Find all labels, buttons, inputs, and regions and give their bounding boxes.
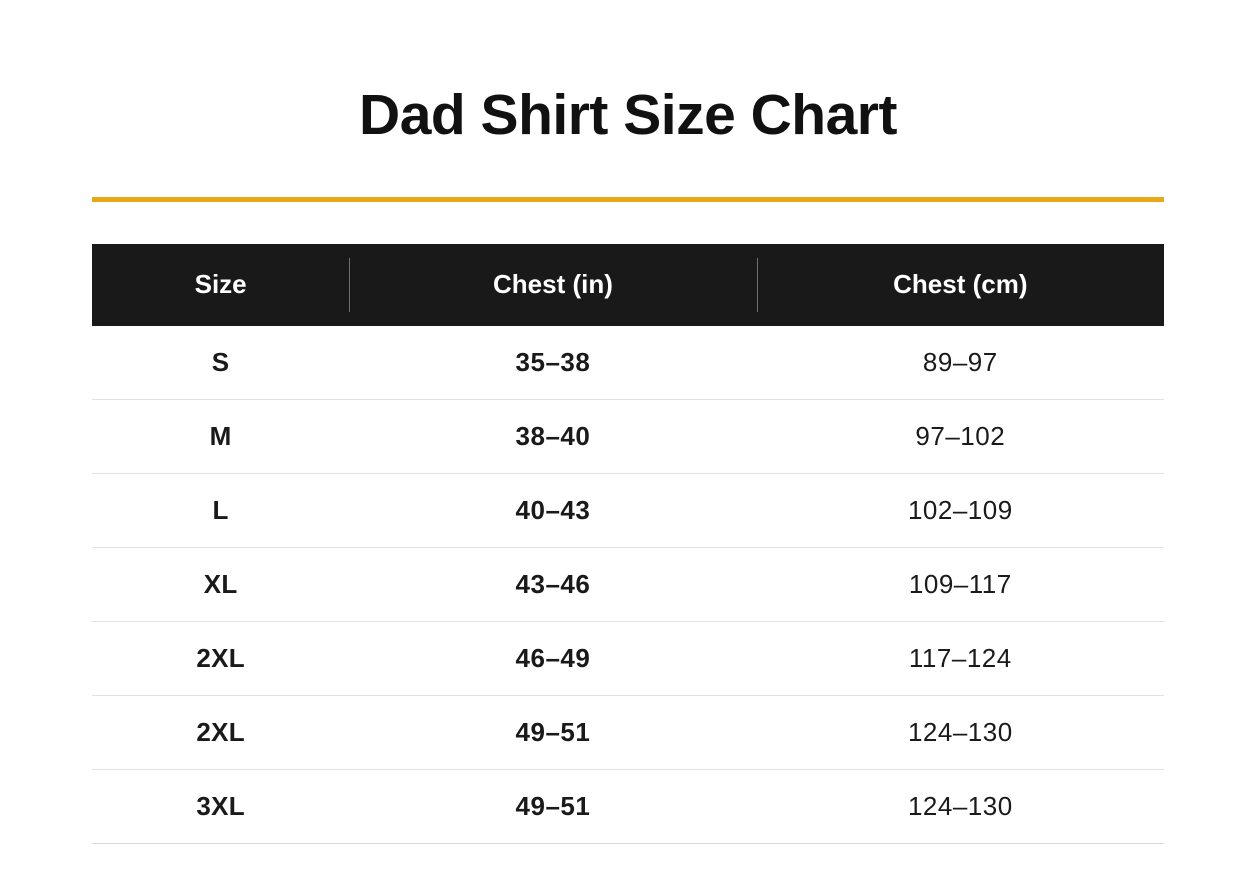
- table-row: [92, 769, 1164, 843]
- cell-chest-in: 49–51: [349, 769, 756, 843]
- column-header-size: Size: [92, 244, 349, 326]
- cell-size: L: [92, 473, 349, 547]
- cell-chest-in: 35–38: [349, 326, 756, 400]
- table-row: [92, 399, 1164, 473]
- cell-size: 2XL: [92, 695, 349, 769]
- column-header-chest-cm: Chest (cm): [757, 244, 1164, 326]
- column-header-chest-in: Chest (in): [349, 244, 756, 326]
- cell-chest-in: 43–46: [349, 547, 756, 621]
- cell-size: 3XL: [92, 769, 349, 843]
- page-title: Dad Shirt Size Chart: [359, 83, 897, 148]
- cell-chest-cm: 97–102: [757, 399, 1164, 473]
- cell-chest-cm: 109–117: [757, 547, 1164, 621]
- cell-chest-cm: 117–124: [757, 621, 1164, 695]
- cell-chest-in: 38–40: [349, 399, 756, 473]
- table-row: [92, 326, 1164, 400]
- size-chart-table: [92, 244, 1164, 844]
- cell-size: M: [92, 399, 349, 473]
- cell-size: 2XL: [92, 621, 349, 695]
- cell-size: XL: [92, 547, 349, 621]
- size-chart-page: [0, 38, 1256, 872]
- cell-chest-in: 40–43: [349, 473, 756, 547]
- table-row: [92, 473, 1164, 547]
- cell-chest-cm: 102–109: [757, 473, 1164, 547]
- table-row: [92, 695, 1164, 769]
- table-row: [92, 621, 1164, 695]
- table-header-row: [92, 244, 1164, 326]
- cell-chest-in: 49–51: [349, 695, 756, 769]
- cell-size: S: [92, 326, 349, 400]
- table-row: [92, 547, 1164, 621]
- accent-divider: [92, 197, 1164, 202]
- table-header: [92, 244, 1164, 326]
- table-body: [92, 326, 1164, 844]
- cell-chest-in: 46–49: [349, 621, 756, 695]
- cell-chest-cm: 124–130: [757, 769, 1164, 843]
- size-chart-table-container: [92, 244, 1164, 844]
- cell-chest-cm: 124–130: [757, 695, 1164, 769]
- cell-chest-cm: 89–97: [757, 326, 1164, 400]
